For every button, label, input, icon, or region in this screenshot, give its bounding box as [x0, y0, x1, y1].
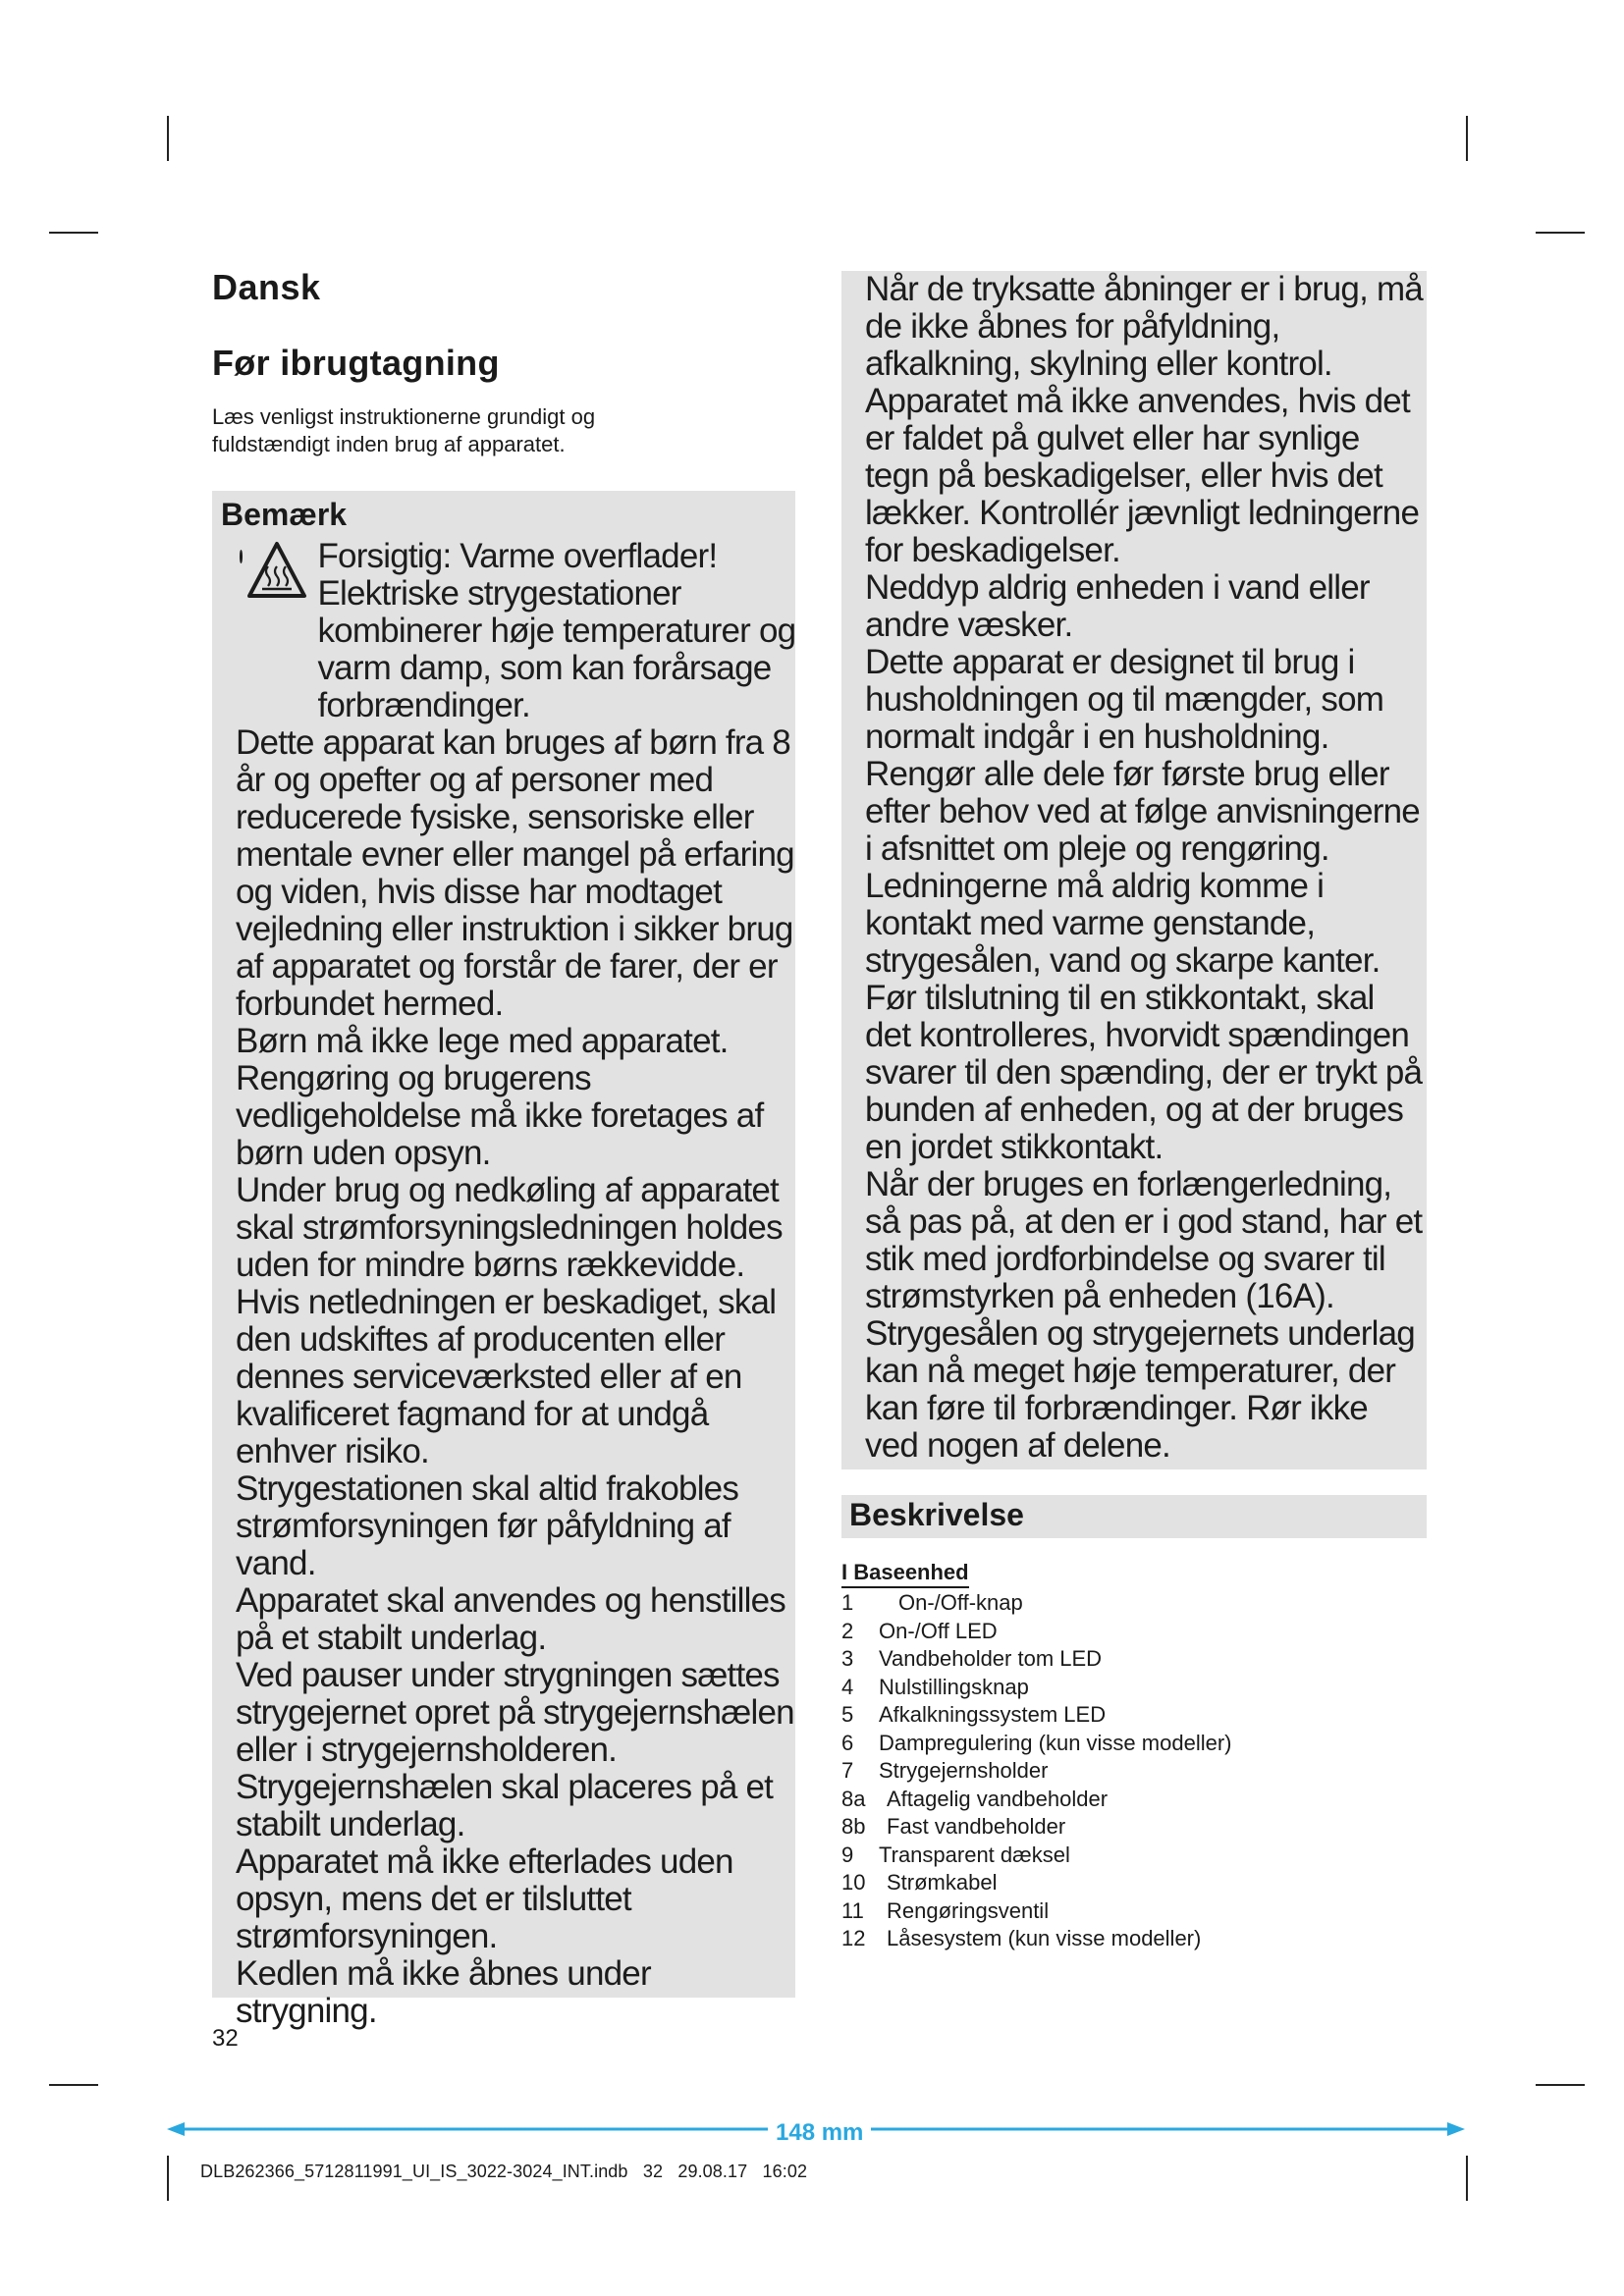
part-number: 7 [841, 1758, 854, 1783]
notice-item: Under brug og nedkøling af apparatet skal strømforsyningsledningen holdes uden for mindre børns rækkevidde. [236, 1171, 783, 1284]
parts-group-heading: I Baseenhed [841, 1560, 969, 1588]
notice-box-left [212, 491, 796, 2030]
notice-item: Strygestationen skal altid frakobles strømforsyningen før påfyldning af vand. [236, 1469, 739, 1582]
notice-item: Rengøring og brugerens vedligeholdelse må ikke foretages af børn uden opsyn. [236, 1059, 764, 1172]
notice-item: Hvis netledningen er beskadiget, skal den udskiftes af producenten eller dennes serviceværksted eller af en kvalificeret fagmand for at undgå enhver risiko. [236, 1283, 777, 1470]
notice-item: Når der bruges en forlængerledning, så pas på, at den er i god stand, har et stik med jordforbindelse og svarer til strømstyrken på enheden (16A). [865, 1165, 1423, 1315]
part-label: Vandbeholder tom LED [879, 1646, 1103, 1671]
arrow-right-icon [1447, 2122, 1465, 2136]
list-item [841, 1645, 1231, 1674]
part-number: 5 [841, 1702, 854, 1727]
list-item [841, 1786, 1231, 1814]
ruler-label: 148 mm [768, 2119, 871, 2147]
list-item [841, 1925, 1231, 1953]
notice-item: Før tilslutning til en stikkontakt, skal det kontrolleres, hvorvidt spændingen svarer til den spænding, der er trykt på bunden af enheden, og at der bruges en jordet stikkontakt. [865, 979, 1423, 1166]
part-number: 6 [841, 1730, 854, 1755]
notice-item: Når de tryksatte åbninger er i brug, må de ikke åbnes for påfyldning, afkalkning, skylning eller kontrol. [865, 270, 1423, 383]
notice-item: Dette apparat kan bruges af børn fra 8 år og opefter og af personer med reducerede fysiske, sensoriske eller mentale evner eller mangel på erfaring og viden, hvis disse har modtaget vejledning eller instruktion i sikker brug af apparatet og forstår de farer, der er forbundet hermed. [236, 723, 794, 1023]
parts-list [841, 1589, 1231, 1953]
part-number: 10 [841, 1870, 866, 1895]
notice-item: Neddyp aldrig enheden i vand eller andre væsker. [865, 568, 1370, 644]
bullet-icon [240, 550, 243, 563]
notice-item: Apparatet må ikke efterlades uden opsyn, mens det er tilsluttet strømforsyningen. [236, 1842, 733, 1955]
part-number: 8a [841, 1786, 866, 1811]
part-label: Låsesystem (kun visse modeller) [887, 1926, 1202, 1950]
arrow-left-icon [167, 2122, 185, 2136]
description-header-bar [841, 1495, 1427, 1538]
notice-item: Apparatet skal anvendes og henstilles på et stabilt underlag. [236, 1581, 785, 1657]
part-label: On-/Off-knap [898, 1590, 1023, 1615]
part-label: Strømkabel [887, 1870, 998, 1895]
part-number: 4 [841, 1674, 854, 1699]
list-item [841, 1701, 1231, 1730]
part-number: 2 [841, 1618, 854, 1643]
notice-item: Ledningerne må aldrig komme i kontakt med varme genstande, strygesålen, vand og skarpe kanter. [865, 867, 1380, 980]
list-item [841, 1869, 1231, 1897]
language-heading: Dansk [212, 267, 321, 307]
crop-mark-top-right [1466, 116, 1468, 161]
notice-first-item [236, 538, 797, 724]
part-label: On-/Off LED [879, 1618, 998, 1643]
notice-item: Apparatet må ikke anvendes, hvis det er faldet på gulvet eller har synlige tegn på beskadigelser, eller hvis det lækker. Kontrollér jævnligt ledningerne for beskadigelser. [865, 382, 1420, 569]
description-title: Beskrivelse [849, 1497, 1024, 1532]
list-item [841, 1757, 1231, 1786]
notice-item: Dette apparat er designet til brug i husholdningen og til mængder, som normalt indgår i en husholdning. [865, 643, 1384, 756]
hot-surface-warning-icon [246, 538, 307, 603]
crop-mark-left-upper [49, 232, 98, 234]
notice-list-left [236, 538, 797, 2030]
crop-mark-left-lower [49, 2084, 98, 2086]
page-number: 32 [212, 2025, 239, 2052]
crop-mark-bottom-right [1466, 2156, 1468, 2201]
notice-item: Kedlen må ikke åbnes under strygning. [236, 1954, 651, 2030]
notice-title: Bemærk [221, 497, 348, 532]
crop-mark-bottom-left [167, 2156, 169, 2201]
crop-mark-top-left [167, 116, 169, 161]
list-item [841, 1897, 1231, 1926]
part-number: 1 [841, 1590, 854, 1615]
notice-item: Strygesålen og strygejernets underlag kan nå meget høje temperaturer, der kan føre til forbrændinger. Rør ikke ved nogen af delene. [865, 1314, 1415, 1465]
part-label: Afkalkningssystem LED [879, 1702, 1107, 1727]
list-item [841, 1842, 1231, 1870]
notice-item: Børn må ikke lege med apparatet. [236, 1022, 729, 1060]
part-label: Transparent dæksel [879, 1842, 1070, 1867]
list-item [841, 1674, 1231, 1702]
notice-list-right [865, 271, 1427, 1465]
part-label: Rengøringsventil [887, 1897, 1050, 1923]
notice-box-right [841, 271, 1427, 1469]
list-item [841, 1730, 1231, 1758]
part-number: 3 [841, 1646, 854, 1671]
part-label: Dampregulering (kun visse modeller) [879, 1730, 1232, 1755]
section-title: Før ibrugtagning [212, 343, 500, 383]
print-footer: DLB262366_5712811991_UI_IS_3022-3024_INT.indb 32 29.08.17 16:02 [200, 2162, 808, 2181]
notice-item-hot-surface: Forsigtig: Varme overflader! Elektriske strygestationer kombinerer høje temperaturer og varm damp, som kan forårsage forbrændinger. [317, 537, 796, 724]
part-label: Aftagelig vandbeholder [887, 1786, 1109, 1811]
list-item [841, 1618, 1231, 1646]
part-number: 12 [841, 1926, 866, 1950]
part-number: 9 [841, 1842, 854, 1867]
intro-text: Læs venligst instruktionerne grundigt og fuldstændigt inden brug af apparatet. [212, 404, 596, 456]
part-number: 8b [841, 1814, 866, 1839]
crop-mark-right-upper [1536, 232, 1585, 234]
notice-item: Rengør alle dele før første brug eller efter behov ved at følge anvisningerne i afsnittet om pleje og rengøring. [865, 755, 1420, 868]
list-item [841, 1589, 1231, 1618]
part-label: Fast vandbeholder [887, 1814, 1066, 1839]
part-label: Nulstillingsknap [879, 1674, 1029, 1699]
part-number: 11 [841, 1897, 864, 1923]
part-label: Strygejernsholder [879, 1758, 1049, 1783]
list-item [841, 1813, 1231, 1842]
crop-mark-right-lower [1536, 2084, 1585, 2086]
notice-item: Ved pauser under strygningen sættes strygejernet opret på strygejernshælen eller i strygejernsholderen. Strygejernshælen skal placeres på et stabilt underlag. [236, 1656, 794, 1843]
